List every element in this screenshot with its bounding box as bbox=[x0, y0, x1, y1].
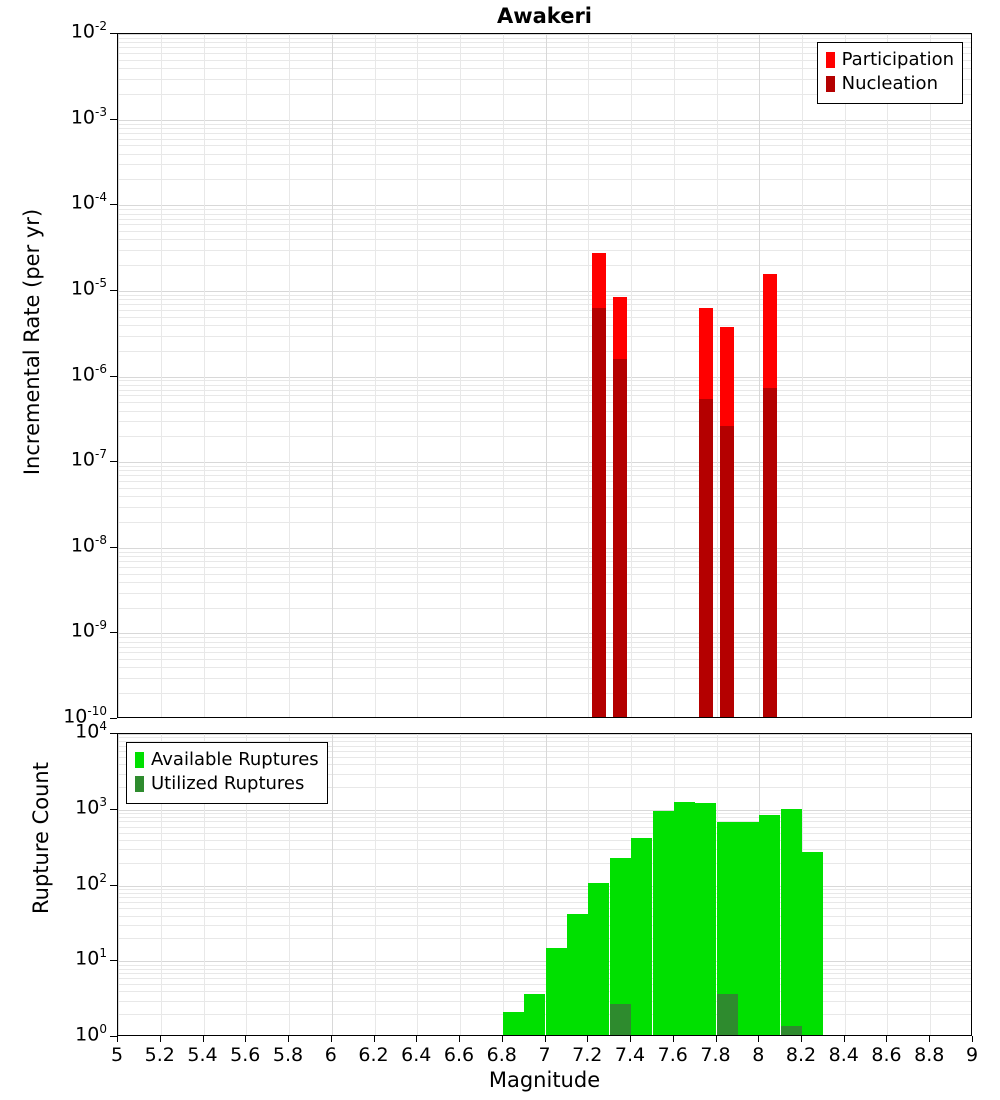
y-bottom-tick-label: $10^1$ bbox=[75, 946, 107, 970]
x-tick-mark bbox=[160, 1036, 161, 1042]
x-tick-label: 7.4 bbox=[614, 1044, 646, 1066]
bar-available-ruptures bbox=[567, 914, 588, 1035]
x-tick-label: 5 bbox=[110, 1044, 124, 1066]
y-bottom-tick-mark bbox=[110, 885, 117, 886]
y-top-tick-mark bbox=[110, 33, 117, 34]
y-top-tick-mark bbox=[110, 376, 117, 377]
x-tick-mark bbox=[844, 1036, 845, 1042]
x-tick-mark bbox=[502, 1036, 503, 1042]
y-bottom-tick-mark bbox=[110, 1036, 117, 1037]
x-tick-mark bbox=[801, 1036, 802, 1042]
x-tick-label: 8.2 bbox=[785, 1044, 817, 1066]
x-tick-mark bbox=[673, 1036, 674, 1042]
bar-available-ruptures bbox=[781, 809, 802, 1035]
x-tick-mark bbox=[716, 1036, 717, 1042]
participation-swatch-icon bbox=[826, 52, 835, 68]
x-tick-label: 8.6 bbox=[871, 1044, 902, 1066]
bar-available-ruptures bbox=[631, 838, 652, 1035]
bar-utilized-ruptures bbox=[717, 994, 738, 1035]
bar-nucleation bbox=[699, 399, 713, 717]
x-tick-label: 8 bbox=[752, 1044, 765, 1066]
x-tick-mark bbox=[117, 1036, 118, 1042]
y-bottom-tick-label: $10^3$ bbox=[75, 794, 107, 819]
bar-utilized-ruptures bbox=[781, 1026, 802, 1035]
bar-nucleation bbox=[592, 308, 606, 717]
y-top-tick-label: $10^{-10}$ bbox=[63, 704, 107, 728]
y-bottom-tick-label: $10^0$ bbox=[75, 1022, 107, 1046]
x-tick-label: 7.6 bbox=[657, 1044, 688, 1066]
x-tick-label: 6.4 bbox=[401, 1044, 432, 1066]
x-tick-mark bbox=[331, 1036, 332, 1042]
utilized-ruptures-swatch-icon bbox=[135, 776, 144, 792]
bar-available-ruptures bbox=[674, 802, 695, 1035]
legend-top bbox=[817, 42, 963, 104]
x-tick-label: 6.6 bbox=[443, 1044, 475, 1066]
y-bottom-tick-mark bbox=[110, 960, 117, 961]
bar-available-ruptures bbox=[738, 822, 759, 1035]
legend-item-utilized-ruptures[interactable] bbox=[135, 772, 319, 796]
y-top-tick-label: $10^{-8}$ bbox=[70, 532, 107, 557]
x-tick-mark bbox=[545, 1036, 546, 1042]
x-tick-mark bbox=[374, 1036, 375, 1042]
y-top-tick-mark bbox=[110, 204, 117, 205]
x-tick-mark bbox=[288, 1036, 289, 1042]
y-top-tick-label: $10^{-7}$ bbox=[70, 447, 107, 471]
x-tick-mark bbox=[758, 1036, 759, 1042]
bar-available-ruptures bbox=[802, 852, 823, 1035]
legend-item-available-ruptures[interactable] bbox=[135, 748, 319, 772]
y-top-tick-mark bbox=[110, 632, 117, 633]
bar-utilized-ruptures bbox=[610, 1004, 631, 1035]
nucleation-swatch-icon bbox=[826, 76, 835, 92]
incremental-rate-plot bbox=[117, 33, 972, 718]
legend-label-utilized-ruptures: Utilized Ruptures bbox=[151, 773, 305, 795]
y-top-tick-label: $10^{-9}$ bbox=[70, 618, 107, 642]
y-top-tick-mark bbox=[110, 461, 117, 462]
rupture-count-plot bbox=[117, 733, 972, 1036]
x-tick-label: 5.2 bbox=[144, 1044, 175, 1066]
x-tick-mark bbox=[630, 1036, 631, 1042]
available-ruptures-swatch-icon bbox=[135, 752, 144, 768]
legend-item-nucleation[interactable] bbox=[826, 72, 954, 96]
y-bottom-tick-mark bbox=[110, 809, 117, 810]
bar-available-ruptures bbox=[546, 948, 567, 1035]
y-top-tick-label: $10^{-5}$ bbox=[70, 275, 107, 300]
x-tick-mark bbox=[929, 1036, 930, 1042]
x-tick-label: 6 bbox=[324, 1044, 337, 1066]
x-tick-mark bbox=[886, 1036, 887, 1042]
x-tick-mark bbox=[459, 1036, 460, 1042]
bar-available-ruptures bbox=[588, 883, 609, 1035]
bar-nucleation bbox=[720, 426, 734, 717]
x-tick-mark bbox=[203, 1036, 204, 1042]
x-tick-label: 6.8 bbox=[486, 1044, 517, 1066]
plot-area-top bbox=[118, 34, 971, 717]
x-tick-label: 9 bbox=[965, 1044, 979, 1066]
y-top-tick-mark bbox=[110, 290, 117, 291]
y-top-tick-label: $10^{-2}$ bbox=[70, 19, 107, 43]
x-tick-label: 7 bbox=[538, 1044, 551, 1066]
y-bottom-tick-label: $10^4$ bbox=[75, 719, 107, 743]
y-top-tick-mark bbox=[110, 119, 117, 120]
x-tick-label: 8.4 bbox=[828, 1044, 859, 1066]
bar-available-ruptures bbox=[759, 815, 780, 1035]
y-top-tick-label: $10^{-6}$ bbox=[70, 361, 107, 385]
x-tick-label: 6.2 bbox=[358, 1044, 389, 1066]
y-top-tick-label: $10^{-4}$ bbox=[70, 190, 107, 214]
x-tick-label: 7.8 bbox=[700, 1044, 731, 1066]
y-bottom-tick-label: $10^2$ bbox=[75, 870, 107, 894]
y-bottom-tick-mark bbox=[110, 733, 117, 734]
bar-nucleation bbox=[763, 388, 777, 717]
legend-item-participation[interactable] bbox=[826, 48, 954, 72]
bar-available-ruptures bbox=[503, 1012, 524, 1035]
bar-available-ruptures bbox=[653, 811, 674, 1035]
x-tick-label: 5.6 bbox=[230, 1044, 261, 1066]
legend-label-available-ruptures: Available Ruptures bbox=[151, 749, 319, 770]
bar-nucleation bbox=[613, 359, 627, 717]
x-tick-label: 5.4 bbox=[187, 1044, 218, 1066]
y-axis-label-bottom: Rupture Count bbox=[29, 762, 53, 914]
x-axis-label: Magnitude bbox=[488, 1068, 601, 1092]
legend-bottom bbox=[126, 742, 328, 804]
y-top-tick-label: $10^{-3}$ bbox=[70, 104, 107, 128]
x-tick-label: 7.2 bbox=[572, 1044, 603, 1066]
x-tick-mark bbox=[416, 1036, 417, 1042]
y-axis-label-top: Incremental Rate (per yr) bbox=[20, 208, 44, 476]
legend-label-participation: Participation bbox=[841, 49, 954, 70]
x-tick-mark bbox=[245, 1036, 246, 1042]
page-title: Awakeri bbox=[496, 4, 593, 28]
y-top-tick-mark bbox=[110, 547, 117, 548]
bar-available-ruptures bbox=[524, 994, 545, 1035]
x-tick-label: 8.8 bbox=[914, 1044, 945, 1066]
legend-label-nucleation: Nucleation bbox=[841, 73, 938, 95]
x-tick-label: 5.8 bbox=[272, 1044, 304, 1066]
x-tick-mark bbox=[972, 1036, 973, 1042]
bar-available-ruptures bbox=[695, 803, 716, 1035]
y-top-tick-mark bbox=[110, 718, 117, 719]
x-tick-mark bbox=[587, 1036, 588, 1042]
